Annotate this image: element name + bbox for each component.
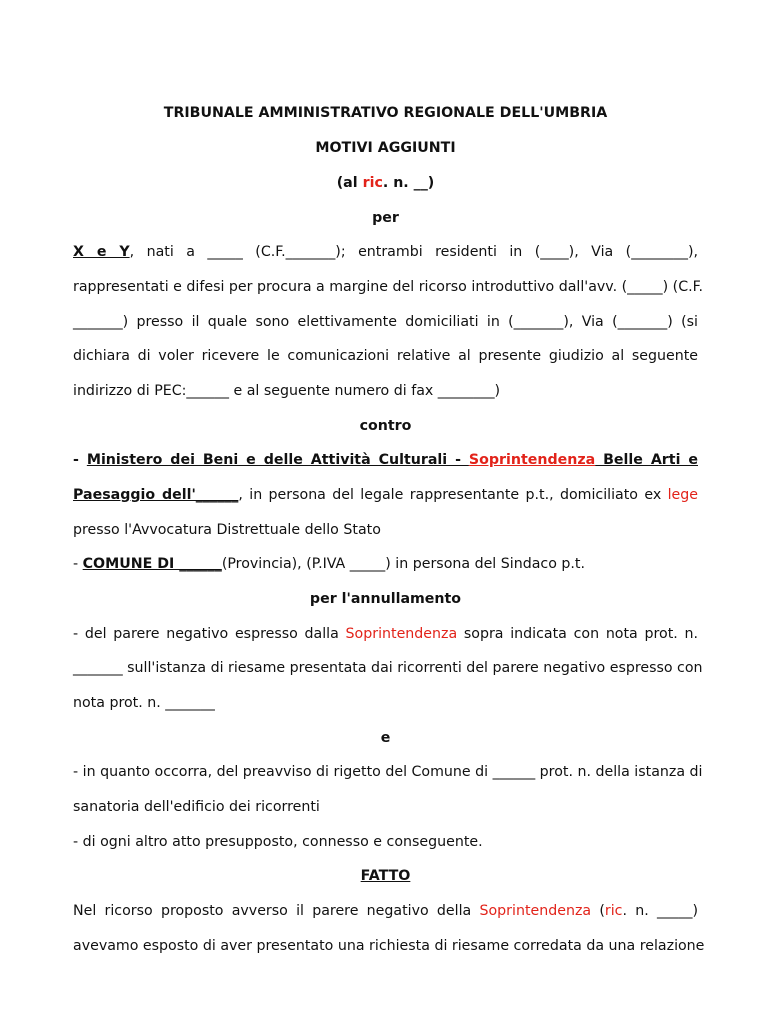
parties-line-1	[73, 242, 698, 262]
parties-line-1-rest: , nati a _____ (C.F._______); entrambi residenti in (____), Via (________),	[129, 244, 698, 260]
ricorrenti-name: X e Y	[73, 244, 130, 260]
ministero-line-3: presso l'Avvocatura Distrettuale dello Stato	[73, 522, 381, 538]
comune-name: COMUNE DI ______	[82, 556, 222, 572]
parties-line-2: rappresentati e difesi per procura a margine del ricorso introduttivo dall'avv. (_____) (C.F.	[73, 279, 703, 295]
annullamento-line-4: - in quanto occorra, del preavviso di rigetto del Comune di ______ prot. n. della istanza di	[73, 764, 703, 780]
fatto-heading: FATTO	[360, 868, 411, 884]
ric-open: (al	[336, 175, 363, 191]
annullamento-line-1	[73, 624, 698, 644]
ministero-name-end: Belle Arti e	[595, 452, 698, 468]
fatto-line-1	[73, 901, 698, 921]
lege-word: lege	[667, 487, 698, 503]
annullamento-line-2: _______ sull'istanza di riesame presentata dai ricorrenti del parere negativo espresso con	[73, 660, 703, 676]
fatto-soprintendenza: Soprintendenza	[479, 903, 592, 919]
ministero-paesaggio: Paesaggio dell'______	[73, 487, 239, 503]
ric-word: ric	[362, 175, 383, 191]
ministero-line-1	[73, 450, 698, 470]
parties-line-3: _______) presso il quale sono elettivamente domiciliati in (_______), Via (_______) (si	[73, 314, 698, 330]
ministero-line-2	[73, 485, 698, 505]
contro-heading: contro	[359, 418, 412, 434]
ministero-name: Ministero dei Beni e delle Attività Culturali -	[86, 452, 469, 468]
annullamento-line-5: sanatoria dell'edificio dei ricorrenti	[73, 799, 320, 815]
comune-prefix: -	[73, 556, 83, 572]
e-heading: e	[380, 730, 391, 746]
ministero-soprintendenza: Soprintendenza	[468, 452, 596, 468]
court-heading: TRIBUNALE AMMINISTRATIVO REGIONALE DELL'UMBRIA	[163, 105, 608, 121]
annullamento-heading: per l'annullamento	[309, 591, 462, 607]
ric-close: . n. __)	[382, 175, 435, 191]
annullamento-line-6: - di ogni altro atto presupposto, connesso e conseguente.	[73, 834, 483, 850]
ministero-prefix: -	[73, 452, 87, 468]
ministero-line-2-rest: , in persona del legale rappresentante p.t., domiciliato ex	[238, 487, 668, 503]
fatto-line-1-b: (	[591, 903, 605, 919]
comune-line	[73, 554, 698, 574]
document-type-heading: MOTIVI AGGIUNTI	[315, 140, 456, 156]
parties-line-4: dichiara di voler ricevere le comunicazioni relative al presente giudizio al seguente	[73, 348, 698, 364]
fatto-line-1-c: . n. _____)	[622, 903, 698, 919]
per-heading: per	[372, 210, 399, 226]
annullamento-soprintendenza: Soprintendenza	[345, 626, 458, 642]
comune-rest: (Provincia), (P.IVA _____) in persona del Sindaco p.t.	[221, 556, 585, 572]
parties-line-5: indirizzo di PEC:______ e al seguente numero di fax ________)	[73, 383, 501, 399]
fatto-ric: ric	[604, 903, 623, 919]
fatto-line-1-a: Nel ricorso proposto avverso il parere negativo della	[73, 903, 480, 919]
annullamento-line-3: nota prot. n. _______	[73, 695, 215, 711]
annullamento-line-1-a: - del parere negativo espresso dalla	[73, 626, 346, 642]
annullamento-line-1-b: sopra indicata con nota prot. n.	[457, 626, 699, 642]
ricorso-reference	[73, 173, 698, 193]
fatto-line-2: avevamo esposto di aver presentato una richiesta di riesame corredata da una relazione	[73, 938, 705, 954]
